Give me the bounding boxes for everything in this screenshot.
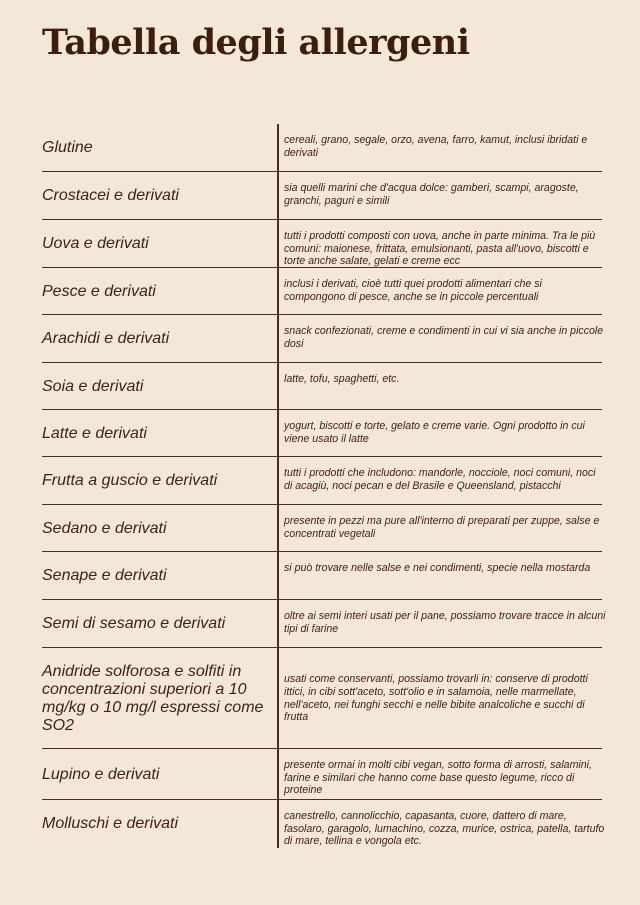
- table-row: [42, 172, 602, 220]
- table-row: [42, 363, 602, 410]
- allergen-name: Glutine: [42, 139, 93, 156]
- table-row: [42, 800, 605, 848]
- allergen-name: Frutta a guscio e derivati: [42, 472, 218, 489]
- allergen-name: Pesce e derivati: [42, 282, 156, 300]
- allergen-name: Senape e derivati: [42, 567, 167, 584]
- table-row: [42, 410, 602, 457]
- allergen-description: oltre ai semi interi usati per il pane, possiamo trovare tracce in alcuni tipi di farine: [284, 610, 606, 635]
- allergen-name: Arachidi e derivati: [42, 330, 170, 347]
- table-row: [42, 315, 602, 363]
- allergen-description: latte, tofu, spaghetti, etc.: [284, 373, 400, 385]
- allergen-name: Lupino e derivati: [42, 765, 160, 783]
- table-row: [42, 648, 602, 749]
- allergen-description: usati come conservanti, possiamo trovarli in: conserve di prodotti ittici, in cibi sott'aceto, sott'olio e in salamoia, nelle marmellate, nell'aceto, nei funghi secchi e nelle bibite analcoliche e succhi di frutta: [284, 673, 588, 724]
- table-row: [42, 600, 606, 648]
- allergen-description: cereali, grano, segale, orzo, avena, farro, kamut, inclusi ibridati e derivati: [284, 134, 588, 159]
- allergen-description: presente ormai in molti cibi vegan, sotto forma di arrosti, salamini, farine e similari che hanno come base questo legume, ricco di proteine: [284, 759, 592, 797]
- table-row: [42, 457, 602, 505]
- table-row: [42, 268, 602, 315]
- allergen-description: yogurt, biscotti e torte, gelato e creme varie. Ogni prodotto in cui viene usato il latte: [284, 420, 585, 445]
- allergen-description: canestrello, cannolicchio, capasanta, cuore, dattero di mare, fasolaro, garagolo, lumachino, cozza, murice, ostrica, patella, tartufo di mare, tellina e vongola etc.: [284, 810, 605, 848]
- table-row: [42, 552, 602, 600]
- allergen-name: Semi di sesamo e derivati: [42, 615, 226, 632]
- allergen-description: sia quelli marini che d'acqua dolce: gamberi, scampi, aragoste, granchi, paguri e simili: [284, 182, 579, 207]
- table-row: [42, 124, 602, 172]
- allergen-name: Uova e derivati: [42, 235, 149, 252]
- allergen-name: Anidride solforosa e solfiti in concentrazioni superiori a 10 mg/kg o 10 mg/l espressi come SO2: [42, 662, 264, 734]
- allergen-name: Molluschi e derivati: [42, 815, 179, 832]
- table-row: [42, 749, 602, 800]
- table-row: [42, 505, 602, 552]
- allergen-name: Sedano e derivati: [42, 519, 167, 537]
- allergen-description: si può trovare nelle salse e nei condimenti, specie nella mostarda: [284, 562, 591, 574]
- allergen-description: presente in pezzi ma pure all'interno di preparati per zuppe, salse e concentrati vegetali: [284, 515, 600, 540]
- allergen-name: Crostacei e derivati: [42, 187, 179, 204]
- allergen-description: inclusi i derivati, cioè tutti quei prodotti alimentari che si compongono di pesce, anche se in piccole percentuali: [284, 278, 542, 303]
- table-row: [42, 220, 602, 268]
- page-title: Tabella degli allergeni: [42, 22, 470, 63]
- allergen-name: Soia e derivati: [42, 377, 144, 395]
- allergen-description: snack confezionati, creme e condimenti in cui vi sia anche in piccole dosi: [284, 325, 604, 350]
- allergen-description: tutti i prodotti che includono: mandorle, nocciole, noci comuni, noci di acagiù, noci pecan e del Brasile e Queensland, pistacchi: [284, 467, 596, 492]
- allergen-name: Latte e derivati: [42, 424, 147, 442]
- allergen-description: tutti i prodotti composti con uova, anche in parte minima. Tra le più comuni: maionese, frittata, emulsionanti, pasta all'uovo, biscotti e torte anche salate, gelati e creme ecc: [284, 230, 596, 268]
